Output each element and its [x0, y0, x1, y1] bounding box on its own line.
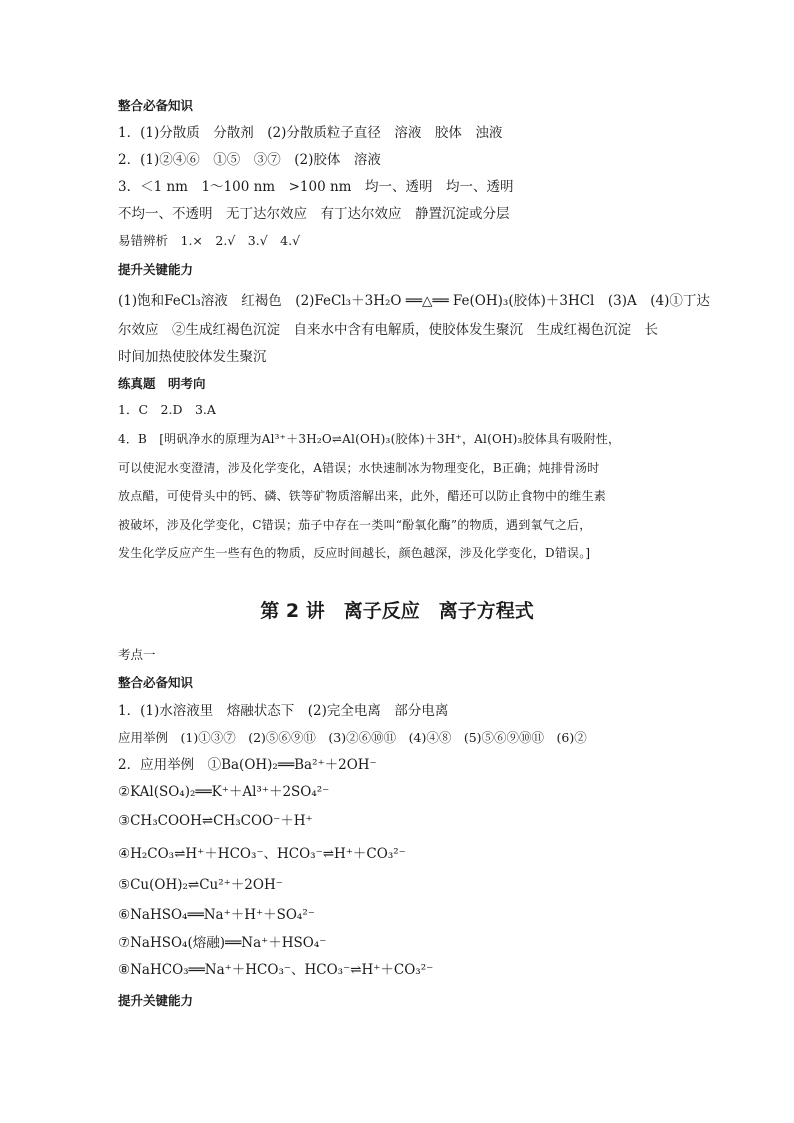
answer-line: 时间加热使胶体发生聚沉	[118, 349, 267, 365]
answer-line: 易错辨析 1.× 2.√ 3.√ 4.√	[118, 233, 301, 248]
explanation-line: 可以使泥水变澄清，涉及化学变化，A错误；水快速制冰为物理变化，B正确；炖排骨汤时	[118, 461, 600, 475]
answer-line: 应用举例 (1)①③⑦ (2)⑤⑥⑨⑪ (3)②⑥⑩⑪ (4)④⑧ (5)⑤⑥⑨⑩⑪ (6)②	[118, 730, 587, 745]
answer-line: 1．(1)分散质 分散剂 (2)分散质粒子直径 溶液 胶体 浊液	[118, 125, 503, 141]
section-heading: 练真题 明考向	[118, 376, 206, 391]
answer-line: 1．C 2.D 3.A	[118, 402, 216, 417]
equation-line: ⑧NaHCO₃══Na⁺＋HCO₃⁻、HCO₃⁻⇌H⁺＋CO₃²⁻	[118, 962, 434, 978]
equation-line: ⑥NaHSO₄══Na⁺＋H⁺＋SO₄²⁻	[118, 907, 315, 923]
chapter-title: 第 2 讲 离子反应 离子方程式	[260, 600, 534, 622]
section-heading: 考点一	[118, 647, 156, 662]
section-heading: 提升关键能力	[118, 262, 194, 277]
explanation-line: 4．B [明矾净水的原理为Al³⁺＋3H₂O⇌Al(OH)₃(胶体)＋3H⁺，Al(OH)₃胶体具有吸附性，	[118, 432, 621, 446]
answer-line: 3．＜1 nm 1～100 nm >100 nm 均一、透明 均一、透明	[118, 179, 514, 195]
equation-line: ④H₂CO₃⇌H⁺＋HCO₃⁻、HCO₃⁻⇌H⁺＋CO₃²⁻	[118, 846, 406, 862]
section-heading: 提升关键能力	[118, 993, 194, 1008]
section-heading: 整合必备知识	[118, 98, 194, 113]
explanation-line: 被破坏，涉及化学变化，C错误；茄子中存在一类叫“酚氧化酶”的物质，遇到氧气之后，	[118, 518, 592, 532]
answer-line: 尔效应 ②生成红褐色沉淀 自来水中含有电解质，使胶体发生聚沉 生成红褐色沉淀 长	[118, 322, 658, 338]
answer-line: 1．(1)水溶液里 熔融状态下 (2)完全电离 部分电离	[118, 703, 449, 719]
explanation-line: 放点醋，可使骨头中的钙、磷、铁等矿物质溶解出来，此外，醋还可以防止食物中的维生素	[118, 489, 607, 503]
section-heading: 整合必备知识	[118, 675, 194, 690]
explanation-line: 发生化学反应产生一些有色的物质，反应时间越长，颜色越深，涉及化学变化，D错误。]	[118, 546, 591, 560]
answer-line: (1)饱和FeCl₃溶液 红褐色 (2)FeCl₃＋3H₂O ══△══ Fe(OH)₃(胶体)＋3HCl (3)A (4)①丁达	[118, 293, 710, 309]
equation-line: 2．应用举例 ①Ba(OH)₂══Ba²⁺＋2OH⁻	[118, 757, 377, 773]
equation-line: ③CH₃COOH⇌CH₃COO⁻＋H⁺	[118, 813, 313, 829]
equation-line: ⑦NaHSO₄(熔融)══Na⁺＋HSO₄⁻	[118, 935, 327, 951]
equation-line: ②KAl(SO₄)₂══K⁺＋Al³⁺＋2SO₄²⁻	[118, 784, 330, 800]
equation-line: ⑤Cu(OH)₂⇌Cu²⁺＋2OH⁻	[118, 877, 283, 893]
answer-line: 不均一、不透明 无丁达尔效应 有丁达尔效应 静置沉淀或分层	[118, 206, 510, 222]
answer-line: 2．(1)②④⑥ ①⑤ ③⑦ (2)胶体 溶液	[118, 152, 381, 168]
